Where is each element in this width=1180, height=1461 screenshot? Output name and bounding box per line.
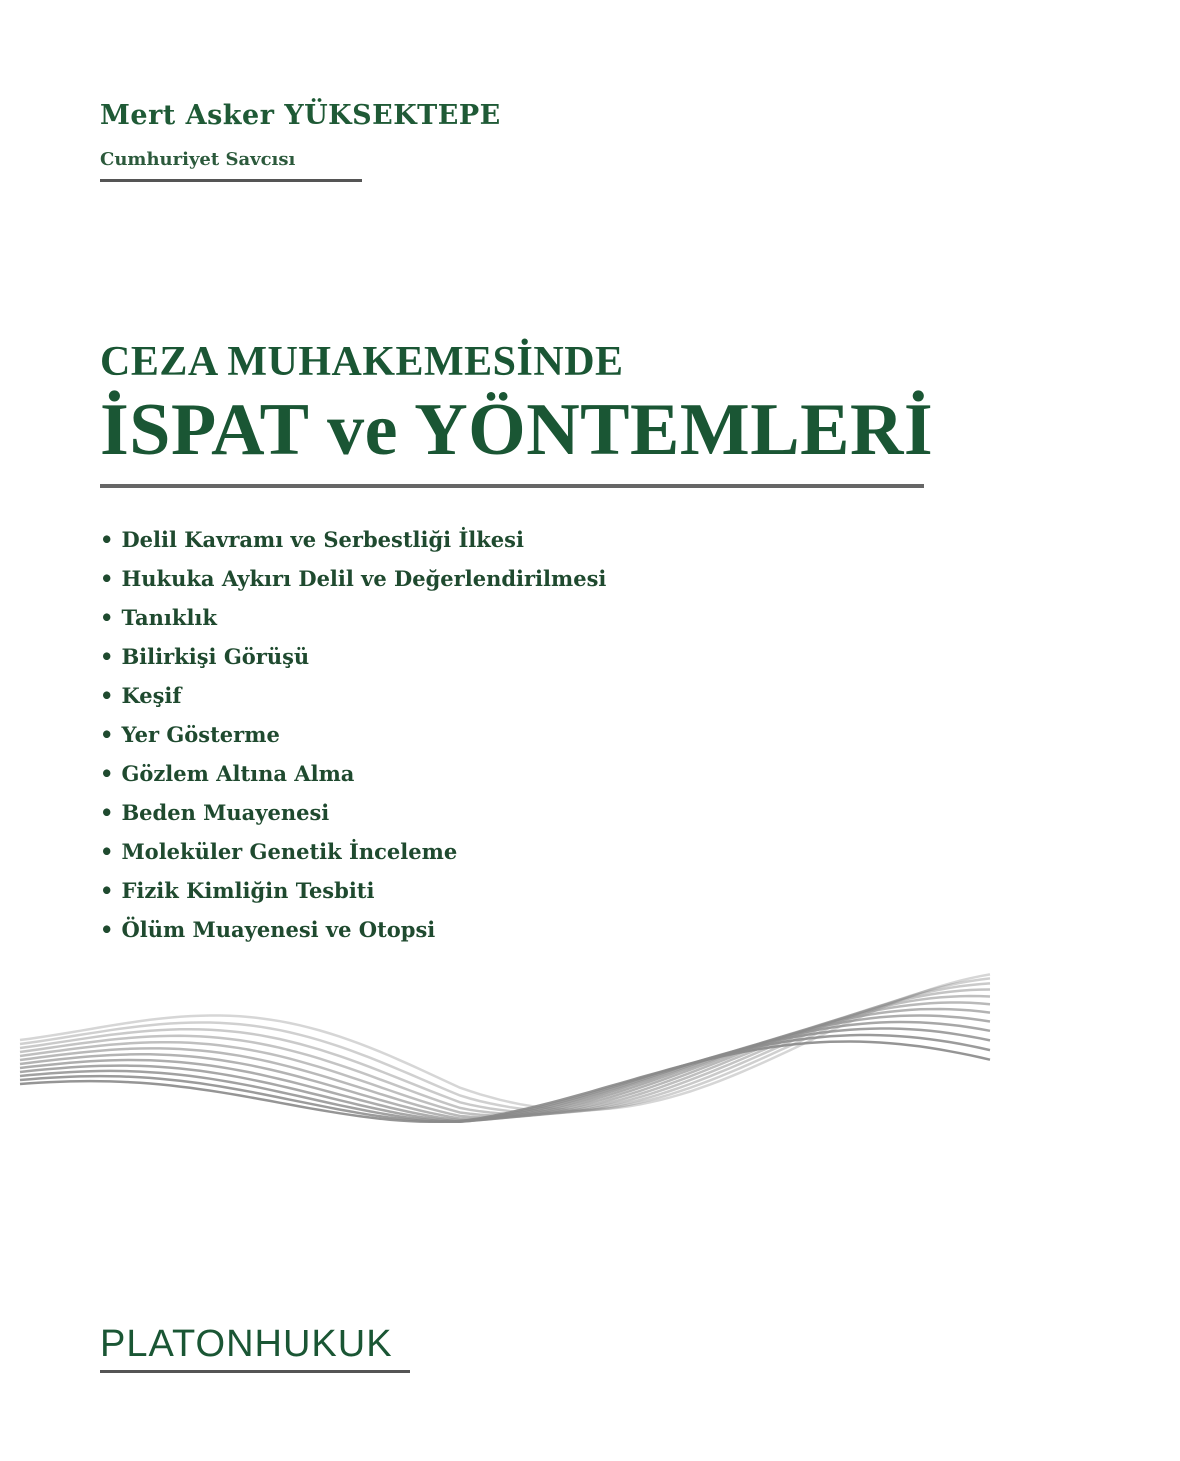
topic-label: Beden Muayenesi xyxy=(121,800,330,825)
topic-item xyxy=(100,559,606,598)
bullet-icon: • xyxy=(100,683,114,708)
publisher-logo xyxy=(100,1322,410,1373)
topic-item xyxy=(100,637,606,676)
bullet-icon: • xyxy=(100,761,114,786)
bullet-icon: • xyxy=(100,527,114,552)
topic-label: Moleküler Genetik İnceleme xyxy=(121,839,458,864)
wave-line xyxy=(20,978,990,1111)
title-divider xyxy=(100,484,924,488)
book-title-block xyxy=(100,338,933,488)
topic-item xyxy=(100,676,606,715)
topic-label: Tanıklık xyxy=(121,605,217,630)
bullet-icon: • xyxy=(100,839,114,864)
topic-label: Delil Kavramı ve Serbestliği İlkesi xyxy=(121,527,524,552)
author-title: Cumhuriyet Savcısı xyxy=(100,149,296,170)
topic-label: Gözlem Altına Alma xyxy=(121,761,355,786)
bullet-icon: • xyxy=(100,644,114,669)
topic-label: Ölüm Muayenesi ve Otopsi xyxy=(121,917,436,942)
book-title-line2: İSPAT ve YÖNTEMLERİ xyxy=(100,389,934,471)
bullet-icon: • xyxy=(100,566,114,591)
topic-item xyxy=(100,832,606,871)
topic-item xyxy=(100,793,606,832)
topic-item xyxy=(100,715,606,754)
publisher-divider xyxy=(100,1370,410,1373)
topic-item xyxy=(100,754,606,793)
bullet-icon: • xyxy=(100,878,114,903)
topic-label: Hukuka Aykırı Delil ve Değerlendirilmesi xyxy=(121,566,607,591)
wave-line xyxy=(20,990,990,1115)
bullet-icon: • xyxy=(100,605,114,630)
topic-item xyxy=(100,520,606,559)
topic-list xyxy=(100,520,606,949)
bullet-icon: • xyxy=(100,722,114,747)
author-divider xyxy=(100,179,362,182)
publisher-name: PLATONHUKUK xyxy=(100,1323,393,1365)
wave-decoration-icon xyxy=(0,890,1180,1210)
topic-label: Yer Gösterme xyxy=(121,722,280,747)
topic-label: Bilirkişi Görüşü xyxy=(121,644,310,669)
book-title-line1: CEZA MUHAKEMESİNDE xyxy=(100,339,624,385)
author-block xyxy=(100,100,501,182)
topic-item xyxy=(100,598,606,637)
bullet-icon: • xyxy=(100,800,114,825)
topic-label: Keşif xyxy=(121,683,182,708)
bullet-icon: • xyxy=(100,917,114,942)
author-name: Mert Asker YÜKSEKTEPE xyxy=(100,100,501,131)
topic-label: Fizik Kimliğin Tesbiti xyxy=(121,878,375,903)
